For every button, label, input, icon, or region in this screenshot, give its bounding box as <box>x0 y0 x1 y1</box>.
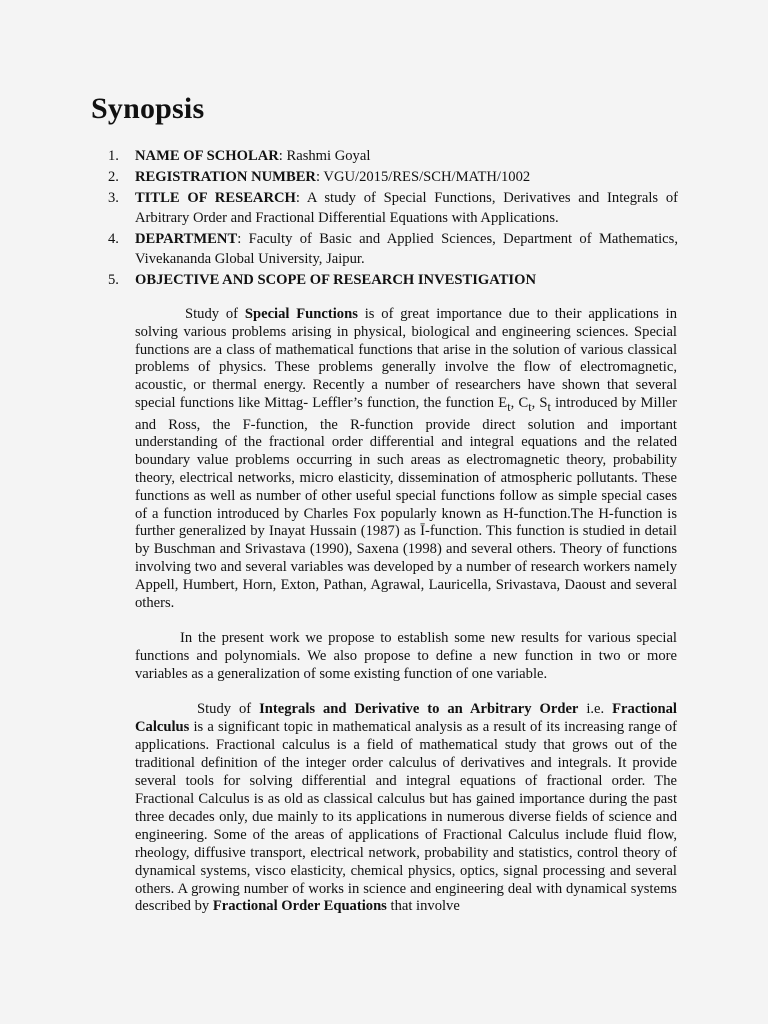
paragraph-present-work <box>135 630 677 683</box>
list-item <box>108 167 678 187</box>
text-run: , C <box>510 394 529 411</box>
item-text: : Rashmi Goyal <box>278 148 371 164</box>
list-item <box>108 146 678 166</box>
text-run-bold: Special Functions <box>244 306 358 322</box>
item-label: DEPARTMENT <box>135 231 238 247</box>
synopsis-list <box>108 146 678 291</box>
list-item <box>108 188 678 228</box>
text-run: In the present work we propose to establish some new results for various special functions and polynomials. We also propose to define a new function in two or more variables as a generalization of some existing function of one variable. <box>135 630 677 682</box>
list-item <box>108 229 678 269</box>
list-number: 5. <box>108 272 119 288</box>
text-run-bold: Integrals and Derivative to an Arbitrary Order <box>259 701 579 717</box>
text-run: Study of <box>197 701 260 717</box>
text-run: that involve <box>386 898 460 915</box>
page-title: Synopsis <box>91 92 205 125</box>
text-run-bold: Fractional Order Equations <box>212 898 387 915</box>
list-number: 2. <box>108 169 119 185</box>
item-text: : A study of Special Functions, Derivatives and Integrals of Arbitrary Order and Fractional Differential Equations with Applications. <box>135 190 678 226</box>
list-number: 1. <box>108 148 119 164</box>
subscript: t <box>507 399 511 414</box>
list-number: 4. <box>108 231 119 247</box>
item-text: : Faculty of Basic and Applied Sciences, Department of Mathematics, Vivekananda Global University, Jaipur. <box>135 231 678 267</box>
text-run-bold: Fractional Calculus <box>135 701 677 735</box>
text-run: , S <box>531 394 548 411</box>
paragraph-fractional-calculus <box>135 701 677 916</box>
text-run: is a significant topic in mathematical analysis as a result of its increasing range of applications. Fractional calculus is a field of mathematical study that grows out of the traditional definition of the integer order calculus of derivatives and integrals. It provide several tools for solving differential and integral equations of fractional order. The Fractional Calculus is as old as classical calculus but has gained importance during the past three decades only, due mainly to its applications in numerous diverse fields of science and engineering. Some of the areas of applications of Fractional Calculus include fluid flow, rheology, diffusive transport, electrical network, probability and statistics, control theory of dynamical systems, visco elasticity, chemical physics, optics, signal processing and several others. A growing number of works in science and engineering deal with dynamical systems described by <box>135 718 677 915</box>
item-label: OBJECTIVE AND SCOPE OF RESEARCH INVESTIGATION <box>135 272 536 288</box>
text-run: i.e. <box>578 701 613 717</box>
subscript: t <box>547 399 551 414</box>
list-number: 3. <box>108 190 119 206</box>
text-run: is of great importance due to their applications in solving various problems arising in physical, biological and engineering sciences. Special functions are a class of mathematical functions that arise in the solution of various classical problems of physics. These problems generally involve the flow of electromagnetic, acoustic, or thermal energy. Recently a number of researchers have shown that several special functions like Mittag- Leffler’s function, the function E <box>135 306 678 411</box>
subscript: t <box>528 399 532 414</box>
list-item <box>108 270 678 290</box>
text-run: Study of <box>185 306 245 322</box>
item-label: REGISTRATION NUMBER <box>135 169 316 185</box>
item-label: NAME OF SCHOLAR <box>135 148 279 164</box>
item-label: TITLE OF RESEARCH <box>135 190 296 206</box>
text-run: introduced by Miller and Ross, the F-function, the R-function provide direct solution and important understanding of the fractional order differential and integral equations and the related boundary value problems occurring in such areas as electromagnetic theory, probability theory, electrical networks, micro elasticity, dissemination of atmospheric pollutants. These functions as well as number of other useful special functions follow as simple special cases of a function introduced by Charles Fox popularly known as H-function.The H-function is further generalized by Inayat Hussain (1987) as Ī-function. This function is studied in detail by Buschman and Srivastava (1990), Saxena (1998) and several others. Theory of functions involving two and several variables was developed by a number of research workers namely Appell, Humbert, Horn, Exton, Pathan, Agrawal, Lauricella, Srivastava, Daoust and several others. <box>135 394 677 611</box>
item-text: : VGU/2015/RES/SCH/MATH/1002 <box>315 169 531 185</box>
paragraph-special-functions <box>135 306 677 612</box>
